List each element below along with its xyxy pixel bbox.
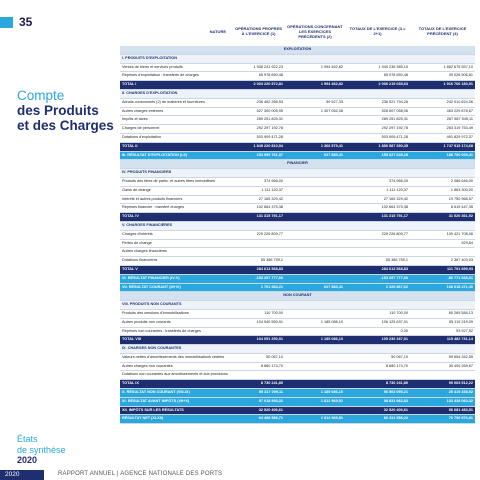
row-label: Valeurs nettes d'amortissements des immobilisations cédées (120, 353, 232, 362)
row-value: 65 978 650,48 (232, 72, 285, 81)
row-label: TOTAL IX (120, 380, 232, 389)
header-current: OPÉRATIONS PROPRES À L'EXERCICE (1) (235, 26, 282, 36)
table-row-total (120, 213, 475, 222)
row-value (345, 301, 410, 310)
row-value (232, 54, 285, 63)
row-value: 1 994 462,82 (285, 81, 345, 90)
row-value: 105 236 337,01 (345, 336, 410, 345)
row-value (345, 239, 410, 248)
row-label: TOTAL IV (120, 213, 232, 222)
table-row-total (120, 81, 475, 90)
row-value: 55 386 759,1 (232, 257, 285, 266)
row-label: Produits des cessions d'immobilisations (120, 309, 232, 318)
row-value: 1 938 241 922,23 (232, 63, 285, 72)
row-value: 30 409 269,67 (410, 362, 475, 371)
row-value: 56 681 483,51 (410, 406, 475, 415)
row-label: Achats consommés (2) de matières et fournitures (120, 98, 232, 107)
row-value (285, 54, 345, 63)
table-row-row (120, 116, 475, 125)
row-value (410, 301, 475, 310)
row-value: 284 613 568,83 (232, 265, 285, 274)
table-header-row (120, 16, 475, 46)
row-value: -80 771 538,01 (410, 274, 475, 283)
table-row-section (120, 54, 475, 63)
row-value (345, 221, 410, 230)
row-value: 1 940 236 385,15 (345, 63, 410, 72)
table-row-total (120, 142, 475, 151)
row-label: Ventes de biens et services produits (120, 63, 232, 72)
row-value: 32 520 406,61 (232, 406, 285, 415)
row-value: 463 229 878,67 (410, 107, 475, 116)
table-row-section (120, 169, 475, 178)
row-value: 98 831 962,83 (345, 397, 410, 406)
row-value: 0,00 (345, 327, 410, 336)
band-label: FINANCIER (120, 160, 475, 169)
row-label: Impôts et taxes (120, 116, 232, 125)
side-title (17, 88, 114, 133)
row-value: 1 185 086,10 (285, 318, 345, 327)
row-value (285, 257, 345, 266)
row-value: 2 004 220 572,81 (232, 81, 285, 90)
table-row-row (120, 125, 475, 134)
row-value: 59 654 342,55 (410, 353, 475, 362)
row-value: 627 883,41 (285, 151, 345, 160)
row-value: 528 607 058,06 (345, 107, 410, 116)
row-value (232, 371, 285, 380)
row-value: 1 849 220 810,94 (232, 142, 285, 151)
row-value: 2 367 403,03 (410, 257, 475, 266)
row-value: 1 111 120,37 (232, 186, 285, 195)
row-value (285, 265, 345, 274)
table-row-result (120, 415, 475, 424)
row-value: 1 812 969,51 (285, 415, 345, 424)
row-value (285, 195, 345, 204)
row-value: 292 297 192,78 (232, 125, 285, 134)
row-value: 8 680 174,70 (232, 362, 285, 371)
row-value: 50 067,10 (345, 353, 410, 362)
row-value: 283 319 753,49 (410, 125, 475, 134)
table-row-result (120, 274, 475, 283)
row-value (285, 345, 345, 354)
row-value (285, 380, 345, 389)
header-previous-ops: OPÉRATIONS CONCERNANT LES EXERCICES PRÉCÉDENTS (2) (287, 23, 343, 39)
row-label: IX. CHARGES NON COURANTES (120, 345, 232, 354)
table-row-result (120, 283, 475, 292)
row-value: 236 521 794,26 (345, 98, 410, 107)
row-value: 66 311 556,22 (345, 415, 410, 424)
row-value: 1 916 706 183,91 (410, 81, 475, 90)
row-value (345, 248, 410, 257)
row-value (285, 221, 345, 230)
row-value: 289 251 825,31 (232, 116, 285, 125)
row-value: 155 627 645,28 (345, 151, 410, 160)
row-value: 65 978 650,48 (345, 72, 410, 81)
row-value: 93 927,52 (410, 327, 475, 336)
row-value (285, 239, 345, 248)
row-label: Autres charges non courantes (120, 362, 232, 371)
row-value (285, 186, 345, 195)
row-value: 374 966,00 (232, 177, 285, 186)
row-value: 109 421 708,06 (410, 230, 475, 239)
row-label: XI. RÉSULTAT AVANT IMPÔTS (VII+X) (120, 397, 232, 406)
row-value: 32 520 406,61 (345, 406, 410, 415)
row-value: 106 125 637,01 (345, 318, 410, 327)
table-row-total (120, 380, 475, 389)
row-value: 154 999 761,87 (232, 151, 285, 160)
row-label: Gains de change (120, 186, 232, 195)
row-value (285, 301, 345, 310)
row-value (285, 213, 345, 222)
table-row-band (120, 292, 475, 301)
table-row-section (120, 89, 475, 98)
row-value (285, 248, 345, 257)
row-value (232, 327, 285, 336)
table-row-section (120, 221, 475, 230)
row-value: 1 747 915 174,68 (410, 142, 475, 151)
row-value (410, 345, 475, 354)
row-value: 1 863 300,00 (410, 186, 475, 195)
row-value (285, 274, 345, 283)
row-value: 95 317 009,11 (232, 389, 285, 398)
row-value (232, 239, 285, 248)
row-label: VI. RÉSULTAT FINANCIER (IV-V) (120, 274, 232, 283)
row-value (345, 169, 410, 178)
row-value (285, 406, 345, 415)
row-label: X. RÉSULTAT NON COURANT (VIII-IX) (120, 389, 232, 398)
table-row-section (120, 301, 475, 310)
band-label: EXPLOITATION (120, 46, 475, 54)
row-value: 1 812 969,51 (285, 397, 345, 406)
row-value: 31 020 361,92 (410, 213, 475, 222)
row-value: 1 111 120,37 (345, 186, 410, 195)
row-value (285, 353, 345, 362)
footer-report-title: RAPPORT ANNUEL | AGENCE NATIONALE DES PORTS (58, 471, 223, 477)
row-value: 25 419 338,92 (410, 389, 475, 398)
row-value (345, 371, 410, 380)
row-label: TOTAL V (120, 265, 232, 274)
row-value: 527 300 005,95 (232, 107, 285, 116)
table-row-row (120, 133, 475, 142)
row-label: VIII. PRODUITS NON COURANTS (120, 301, 232, 310)
row-value: 292 297 192,78 (345, 125, 410, 134)
header-nature: NATURE (209, 28, 226, 34)
side-title-line-2: des Produits (17, 103, 99, 118)
row-value: 289 251 825,31 (345, 116, 410, 125)
row-value: 1 307 052,08 (285, 107, 345, 116)
row-value (285, 204, 345, 213)
row-value: 1 185 086,10 (285, 336, 345, 345)
table-row-row (120, 318, 475, 327)
row-value: 2 329 867,62 (345, 283, 410, 292)
side-title-line-3: et des Charges (17, 118, 114, 133)
table-row-row (120, 248, 475, 257)
table-row-row (120, 230, 475, 239)
row-value: -153 297 777,66 (232, 274, 285, 283)
table-row-row (120, 186, 475, 195)
row-value: 131 315 791,17 (232, 213, 285, 222)
row-value: 50 067,10 (232, 353, 285, 362)
table-row-row (120, 63, 475, 72)
table-row-row (120, 107, 475, 116)
row-value: 59 527,33 (285, 98, 345, 107)
row-value: 104 940 550,91 (232, 318, 285, 327)
row-value: 503 909 471,28 (232, 133, 285, 142)
table-row-row (120, 309, 475, 318)
row-label: Reprises d'exploitation : transferts de charges (120, 72, 232, 81)
row-value: 60 269 584,13 (410, 309, 475, 318)
row-value: 39 026 506,81 (410, 72, 475, 81)
row-label: Reprises financier : transfert charges (120, 204, 232, 213)
row-label: Autres produits non courants (120, 318, 232, 327)
row-label: Intérêts et autres produits financiers (120, 195, 232, 204)
row-value: 131 315 791,17 (345, 213, 410, 222)
row-value (410, 248, 475, 257)
row-value (345, 54, 410, 63)
table-row-row (120, 177, 475, 186)
row-value (232, 301, 285, 310)
row-value (285, 116, 345, 125)
row-value: 8 730 241,80 (345, 380, 410, 389)
row-value: 55 386 759,1 (345, 257, 410, 266)
row-value (232, 169, 285, 178)
row-label: XII. IMPÔTS SUR LES RÉSULTATS (120, 406, 232, 415)
table-row-total (120, 406, 475, 415)
row-value: 374 966,00 (345, 177, 410, 186)
row-label: Charges de personnel (120, 125, 232, 134)
side-title-line-1: Compte (17, 88, 65, 103)
row-value: 27 165 329,42 (345, 195, 410, 204)
row-label: RÉSULTAT NET (XI-XII) (120, 415, 232, 424)
row-label: VII. RÉSULTAT COURANT (III+VI) (120, 283, 232, 292)
row-value: 111 791 899,93 (410, 265, 475, 274)
row-value: 267 567 545,11 (410, 116, 475, 125)
row-value (232, 89, 285, 98)
row-value (410, 371, 475, 380)
row-value (232, 221, 285, 230)
row-label: Dotations d'exploitation (120, 133, 232, 142)
row-value (285, 125, 345, 134)
row-label: II. CHARGES D'EXPLOITATION (120, 89, 232, 98)
table-row-row (120, 353, 475, 362)
row-value (285, 133, 345, 142)
row-value (410, 221, 475, 230)
row-value (345, 345, 410, 354)
row-value (410, 169, 475, 178)
row-value: 2 086 646,00 (410, 177, 475, 186)
row-value (410, 54, 475, 63)
row-value: 1 366 579,41 (285, 142, 345, 151)
row-value (232, 345, 285, 354)
band-label: NON COURANT (120, 292, 475, 301)
row-value: 229 226 809,77 (232, 230, 285, 239)
row-label: Autres charges financières (120, 248, 232, 257)
row-label: TOTAL I (120, 81, 232, 90)
income-statement-table (120, 16, 475, 424)
table-row-row (120, 362, 475, 371)
row-value: 64 498 586,71 (232, 415, 285, 424)
table-row-section (120, 345, 475, 354)
table-row-row (120, 257, 475, 266)
row-value: 115 482 731,14 (410, 336, 475, 345)
row-value: 229 226 809,77 (345, 230, 410, 239)
table-row-row (120, 98, 475, 107)
row-label: TOTAL II (120, 142, 232, 151)
row-value: 491 829 972,37 (410, 133, 475, 142)
row-value: 104 051 250,91 (232, 336, 285, 345)
table-row-total (120, 265, 475, 274)
row-value (285, 169, 345, 178)
table-row-row (120, 204, 475, 213)
row-value: 97 018 993,32 (232, 397, 285, 406)
row-label: Autres charges externes (120, 107, 232, 116)
row-value: 1 850 587 390,35 (345, 142, 410, 151)
row-value: 503 909 471,28 (345, 133, 410, 142)
row-value (285, 362, 345, 371)
side-footer-line-1: États (17, 434, 38, 444)
table-row-row (120, 239, 475, 248)
header-previous-total: TOTAUX DE L'EXERCICE PRÉCÉDENT (4) (418, 26, 467, 36)
row-value: 8 619 447,35 (410, 204, 475, 213)
row-label: Dotations non courantes aux amortissements et aux provisions (120, 371, 232, 380)
table-row-band (120, 160, 475, 169)
row-value: 929,84 (410, 239, 475, 248)
table-row-band (120, 46, 475, 54)
table-row-row (120, 371, 475, 380)
row-label: V. CHARGES FINANCIÈRES (120, 221, 232, 230)
footer-year: 2020 (0, 470, 44, 480)
row-value: 110 700,00 (345, 309, 410, 318)
table-row-row (120, 72, 475, 81)
table-body (120, 46, 475, 424)
row-value (285, 89, 345, 98)
row-value: 627 883,41 (285, 283, 345, 292)
row-value (285, 309, 345, 318)
row-value (285, 230, 345, 239)
row-value: 1 185 086,10 (285, 389, 345, 398)
row-label: Reprises non courantes : transferts de charges (120, 327, 232, 336)
table-row-total (120, 336, 475, 345)
row-label: IV. PRODUITS FINANCIERS (120, 169, 232, 178)
row-value (285, 72, 345, 81)
row-label: Produits des titres de partic. et autres titres immobilisés (120, 177, 232, 186)
page-number: 35 (19, 15, 33, 29)
row-value: 242 010 624,06 (410, 98, 475, 107)
row-value: 236 462 266,93 (232, 98, 285, 107)
row-value: -153 297 777,66 (345, 274, 410, 283)
row-label: TOTAL VIII (120, 336, 232, 345)
row-value: 110 700,00 (232, 309, 285, 318)
row-value (285, 327, 345, 336)
row-value (285, 177, 345, 186)
row-value: 188 790 009,41 (410, 151, 475, 160)
row-value: 8 680 174,70 (345, 362, 410, 371)
table-row-row (120, 327, 475, 336)
row-value: 1 852 675 557,10 (410, 63, 475, 72)
table-row-result (120, 151, 475, 160)
table-row-row (120, 195, 475, 204)
row-value (410, 89, 475, 98)
row-label: I. PRODUITS D'EXPLOITATION (120, 54, 232, 63)
row-label: Dotations financières (120, 257, 232, 266)
table-row-result (120, 389, 475, 398)
side-footer (17, 434, 66, 466)
table-row-result (120, 397, 475, 406)
row-value (345, 89, 410, 98)
row-value: 133 438 060,32 (410, 397, 475, 406)
side-footer-line-2: de synthèse (17, 444, 66, 455)
row-value: 2 006 215 035,63 (345, 81, 410, 90)
row-label: III. RÉSULTAT D'EXPLOITATION (I-II) (120, 151, 232, 160)
row-value: 284 613 568,83 (345, 265, 410, 274)
row-value: 8 730 241,80 (232, 380, 285, 389)
row-value: 1 994 462,82 (285, 63, 345, 72)
row-value: 102 664 375,38 (345, 204, 410, 213)
row-value: 55 119 219,09 (410, 318, 475, 327)
row-value: 96 502 095,21 (345, 389, 410, 398)
table (120, 16, 475, 424)
row-value (285, 371, 345, 380)
page-footer (0, 470, 480, 480)
row-value: 27 165 329,42 (232, 195, 285, 204)
row-value: 76 756 576,81 (410, 415, 475, 424)
row-value: 90 063 512,22 (410, 380, 475, 389)
side-footer-line-3: 2020 (17, 455, 38, 465)
row-value: 19 750 968,57 (410, 195, 475, 204)
row-value: 102 664 375,38 (232, 204, 285, 213)
row-label: Charges d'intérêts (120, 230, 232, 239)
row-value (232, 248, 285, 257)
row-value: 108 018 471,40 (410, 283, 475, 292)
header-total: TOTAUX DE L'EXERCICE (3 = 2+1) (349, 26, 406, 36)
row-value: 1 701 984,21 (232, 283, 285, 292)
row-label: Pertes de change (120, 239, 232, 248)
